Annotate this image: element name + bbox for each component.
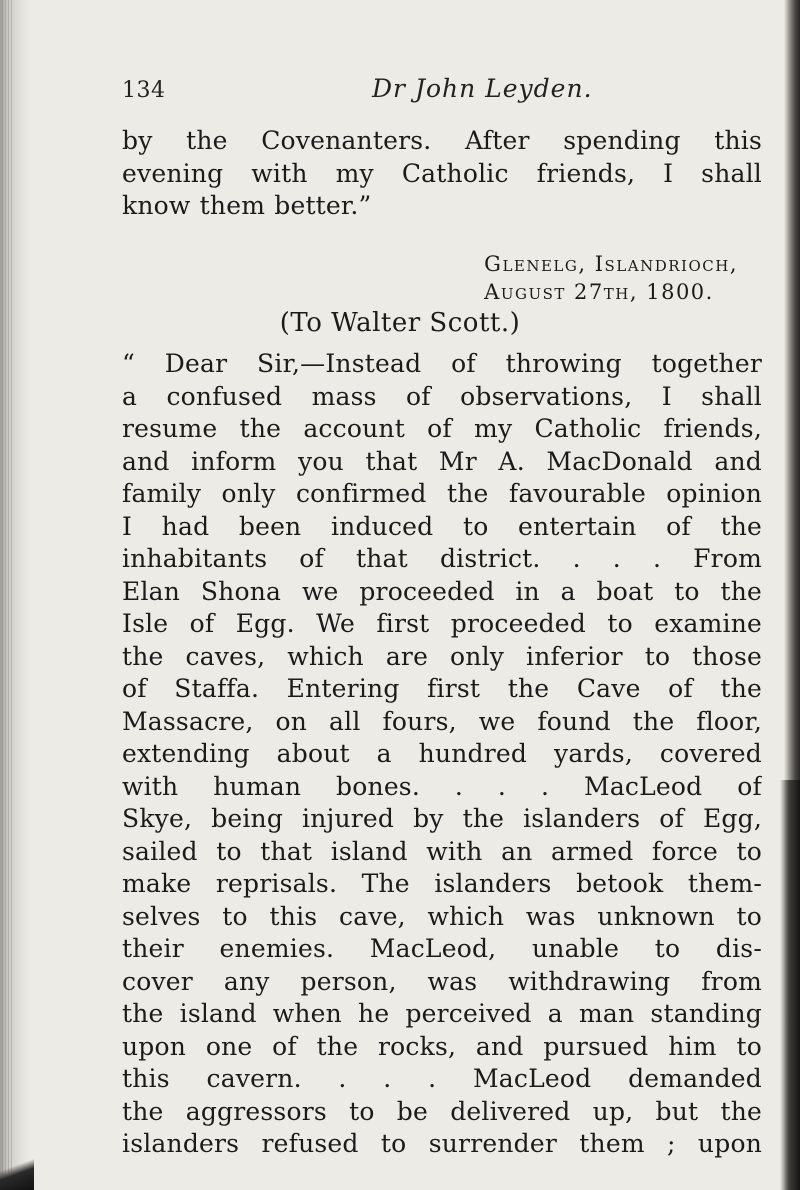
binding-corner-shadow (0, 1150, 34, 1190)
text-line: selves to this cave, which was unknown to (122, 901, 762, 931)
text-line: the island when he perceived a man standing (122, 999, 762, 1028)
text-line: “ Dear Sir,—Instead of throwing together (122, 349, 762, 378)
text-line: upon one of the rocks, and pursued him to (122, 1031, 762, 1061)
text-line: inhabitants of that district. . . . From (122, 544, 762, 573)
text-line: this cavern. . . . MacLeod demanded (122, 1064, 762, 1093)
text-line: with human bones. . . . MacLeod of (122, 771, 762, 801)
text-line: Isle of Egg. We first proceeded to examine (122, 609, 762, 638)
running-head (122, 74, 762, 108)
text-line: family only confirmed the favourable opinion (122, 479, 762, 508)
text-line: Skye, being injured by the islanders of Egg, (122, 804, 762, 833)
text-line: I had been induced to entertain of the (122, 511, 762, 541)
binding-edge-lines (2, 0, 14, 1190)
text-line: sailed to that island with an armed force to (122, 836, 762, 866)
page-edge-right-lower (780, 780, 800, 1190)
letter-dateline (484, 250, 738, 306)
text-line: the caves, which are only inferior to those (122, 641, 762, 671)
text-line: their enemies. MacLeod, unable to dis- (122, 934, 762, 963)
text-line: Massacre, on all fours, we found the floor, (122, 706, 762, 736)
page-number: 134 (122, 78, 166, 103)
letter-paragraph (122, 348, 762, 1161)
text-line: extending about a hundred yards, covered (122, 739, 762, 768)
text-line: resume the account of my Catholic friends, (122, 414, 762, 443)
text-line: know them better.” (122, 191, 372, 220)
letter-addressee: (To Walter Scott.) (279, 308, 521, 338)
text-line: by the Covenanters. After spending this (122, 126, 762, 155)
dateline-date: August 27th, 1800. (484, 280, 714, 304)
text-line: and inform you that Mr A. MacDonald and (122, 446, 762, 476)
text-line: islanders refused to surrender them ; upon (122, 1129, 762, 1158)
dateline-place: Glenelg, Islandrioch, (484, 252, 738, 276)
text-line: Elan Shona we proceeded in a boat to the (122, 576, 762, 606)
lead-paragraph (122, 125, 762, 223)
text-line: make reprisals. The islanders betook them- (122, 869, 762, 898)
text-line: of Staffa. Entering first the Cave of the (122, 674, 762, 703)
text-line: the aggressors to be delivered up, but the (122, 1096, 762, 1126)
text-line: evening with my Catholic friends, I shall (122, 158, 762, 188)
text-line: a confused mass of observations, I shall (122, 381, 762, 411)
running-title: Dr John Leyden. (372, 74, 593, 103)
text-line: cover any person, was withdrawing from (122, 966, 762, 996)
